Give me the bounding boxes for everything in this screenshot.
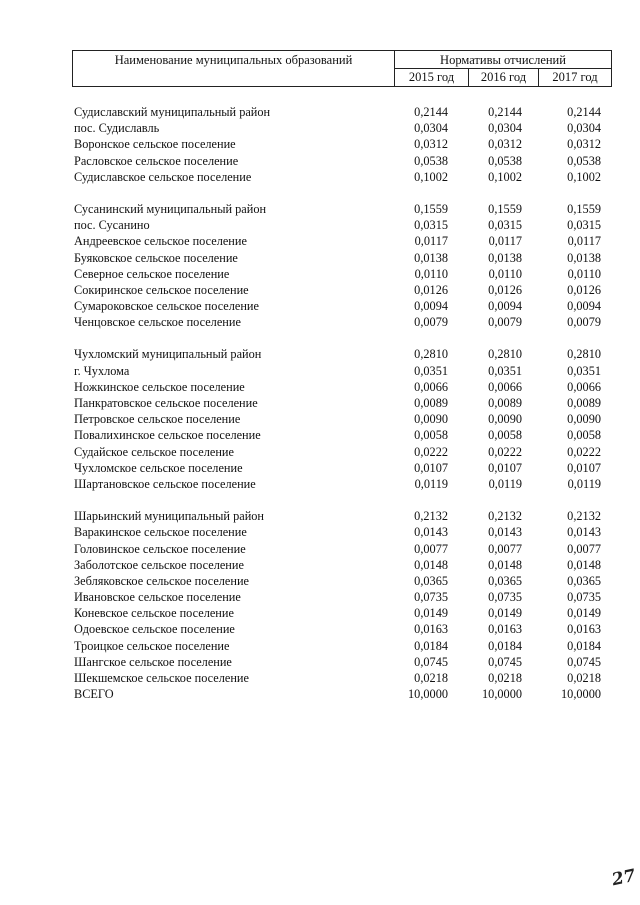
table-row [0,104,640,120]
table-header [72,50,612,87]
norm-value-2017: 0,0107 [567,460,601,475]
norm-value-2016: 0,0058 [488,428,522,443]
municipality-name: Панкратовское сельское поселение [74,396,258,410]
norm-value-2017: 0,1002 [567,169,601,184]
norm-value-2015: 0,0745 [414,654,448,669]
norm-value-2017: 0,0351 [567,363,601,378]
municipality-name: Коневское сельское поселение [74,606,234,621]
table-row [0,524,640,540]
table-row [0,250,640,266]
norm-value-2017: 0,0365 [567,573,601,588]
row-group [0,346,640,492]
norm-value-2016: 0,0066 [488,379,522,394]
norm-value-2016: 0,0315 [488,218,522,233]
row-group [0,104,640,185]
municipality-name: Судиславское сельское поселение [74,169,252,184]
table-row [0,153,640,169]
norm-value-2015: 0,0312 [414,137,448,152]
municipality-name: Повалихинское сельское поселение [74,428,261,443]
table-row [0,201,640,217]
municipality-name: Троицкое сельское поселение [74,638,230,653]
municipality-name: Ченцовское сельское поселение [74,315,241,330]
norm-value-2016: 0,0126 [488,282,522,297]
norm-value-2017: 0,0184 [567,638,601,653]
norm-value-2016: 0,0351 [488,363,522,378]
norm-value-2017: 0,0148 [567,557,601,572]
norm-value-2016: 0,0148 [488,557,522,572]
norm-value-2016: 0,0119 [488,476,522,491]
table-row [0,282,640,298]
column-header-norms: Нормативы отчислений [395,51,611,69]
municipality-name: Одоевское сельское поселение [74,622,235,637]
norm-value-2016: 0,0218 [488,671,522,685]
norm-value-2015: 0,0090 [414,412,448,427]
page-number: 27 [610,865,638,891]
norm-value-2016: 0,0090 [488,412,522,427]
table-row [0,589,640,605]
norm-value-2015: 0,0094 [414,299,448,314]
row-group [0,201,640,331]
norm-value-2016: 0,0107 [488,460,522,475]
municipality-name: пос. Сусанино [74,218,150,233]
norm-value-2015: 0,0058 [414,428,448,443]
norm-value-2017: 0,0312 [567,137,601,152]
norm-value-2015: 0,0304 [414,121,448,136]
table-row [0,346,640,362]
norm-value-2017: 0,0538 [567,153,601,168]
norm-value-2015: 0,0149 [414,606,448,621]
table-row [0,573,640,589]
table-row [0,169,640,185]
norm-value-2017: 0,0094 [567,299,601,314]
table-row [0,605,640,621]
norm-value-2015: 0,0538 [414,153,448,168]
norm-value-2015: 0,1002 [414,169,448,184]
norm-value-2016: 0,0110 [488,266,522,281]
norm-value-2015: 10,0000 [408,687,448,702]
norm-value-2015: 0,2810 [414,347,448,362]
table-row [0,427,640,443]
norm-value-2015: 0,0222 [414,444,448,459]
municipality-name: Чухломский муниципальный район [74,347,262,362]
table-row [0,266,640,282]
norm-value-2015: 0,0365 [414,573,448,588]
municipality-name: Расловское сельское поселение [74,153,239,168]
norm-value-2016: 0,0117 [488,234,522,249]
table-row [0,541,640,557]
municipality-name: Северное сельское поселение [74,266,230,281]
norm-value-2015: 0,0077 [414,541,448,556]
norm-value-2017: 0,2132 [567,509,601,524]
table-row [0,120,640,136]
norm-value-2016: 0,0089 [488,396,522,410]
norm-value-2016: 0,0149 [488,606,522,621]
norm-value-2015: 0,0351 [414,363,448,378]
table-row [0,411,640,427]
norm-value-2017: 0,2144 [567,105,601,119]
norm-value-2017: 0,2810 [567,347,601,362]
norm-value-2015: 0,2144 [414,105,448,119]
column-header-year-2015: 2015 год [395,69,469,86]
norm-value-2016: 0,0077 [488,541,522,556]
norm-value-2017: 0,0143 [567,525,601,540]
table-row [0,314,640,330]
norm-value-2016: 0,0143 [488,525,522,540]
norm-value-2016: 0,2144 [488,105,522,119]
norm-value-2017: 0,0222 [567,444,601,459]
norm-value-2017: 0,0066 [567,379,601,394]
norm-value-2015: 0,0079 [414,315,448,330]
municipality-name: Заболотское сельское поселение [74,557,244,572]
municipality-name: Петровское сельское поселение [74,412,241,427]
norm-value-2017: 0,0117 [567,234,601,249]
norm-value-2016: 0,0138 [488,250,522,265]
norm-value-2016: 0,0745 [488,654,522,669]
municipality-name: Шангское сельское поселение [74,654,232,669]
norm-value-2015: 0,0110 [414,266,448,281]
norm-value-2015: 0,0315 [414,218,448,233]
table-row [0,444,640,460]
column-header-year-2016: 2016 год [469,69,539,86]
norm-value-2017: 0,0745 [567,654,601,669]
municipality-name: г. Чухлома [74,363,130,378]
norm-value-2015: 0,0163 [414,622,448,637]
norm-value-2017: 0,1559 [567,201,601,216]
norm-value-2015: 0,0148 [414,557,448,572]
table-row [0,363,640,379]
municipality-name: пос. Судиславль [74,121,160,136]
norm-value-2016: 0,0184 [488,638,522,653]
norm-value-2016: 0,0079 [488,315,522,330]
table-row [0,557,640,573]
norm-value-2017: 0,0126 [567,282,601,297]
norm-value-2017: 0,0110 [567,266,601,281]
norm-value-2016: 0,0538 [488,153,522,168]
norm-value-2016: 0,1559 [488,201,522,216]
norm-value-2016: 0,0365 [488,573,522,588]
municipality-name: Головинское сельское поселение [74,541,246,556]
column-header-name: Наименование муниципальных образований [73,51,395,86]
municipality-name: Шарьинский муниципальный район [74,509,265,524]
norm-value-2015: 0,1559 [414,201,448,216]
norm-value-2016: 0,2132 [488,509,522,524]
norm-value-2017: 0,0058 [567,428,601,443]
norm-value-2017: 0,0218 [567,671,601,685]
norm-value-2016: 0,2810 [488,347,522,362]
table-row [0,621,640,637]
municipality-name: Ивановское сельское поселение [74,590,241,605]
municipality-name: Сокиринское сельское поселение [74,282,249,297]
municipality-name: Чухломское сельское поселение [74,460,243,475]
norm-value-2017: 0,0315 [567,218,601,233]
norm-value-2017: 0,0079 [567,315,601,330]
table-row [0,233,640,249]
municipality-name: Зебляковское сельское поселение [74,573,249,588]
norm-value-2015: 0,0218 [414,671,448,685]
table-row [0,638,640,654]
norm-value-2017: 0,0077 [567,541,601,556]
municipality-name: Воронское сельское поселение [74,137,236,152]
table-row [0,379,640,395]
norm-value-2016: 0,1002 [488,169,522,184]
table-row [0,395,640,411]
municipality-name: Судиславский муниципальный район [74,105,271,119]
table-row [0,298,640,314]
table-row [0,136,640,152]
norm-value-2015: 0,0138 [414,250,448,265]
norm-value-2016: 0,0163 [488,622,522,637]
row-group [0,508,640,702]
norm-value-2016: 10,0000 [482,687,522,702]
table-row [0,670,640,686]
table-row [0,508,640,524]
norm-value-2015: 0,0066 [414,379,448,394]
norm-value-2015: 0,0107 [414,460,448,475]
norm-value-2015: 0,0143 [414,525,448,540]
municipality-name: Сусанинский муниципальный район [74,201,267,216]
norm-value-2015: 0,0126 [414,282,448,297]
norm-value-2017: 0,0090 [567,412,601,427]
norm-value-2017: 0,0163 [567,622,601,637]
table-row [0,217,640,233]
norm-value-2015: 0,0184 [414,638,448,653]
municipality-name: Сумароковское сельское поселение [74,299,259,314]
norm-value-2015: 0,0735 [414,590,448,605]
municipality-name: Судайское сельское поселение [74,444,234,459]
norm-value-2016: 0,0094 [488,299,522,314]
norm-value-2016: 0,0222 [488,444,522,459]
norm-value-2016: 0,0735 [488,590,522,605]
table-row [0,476,640,492]
municipality-name: Ножкинское сельское поселение [74,379,245,394]
norm-value-2016: 0,0312 [488,137,522,152]
table-row [0,686,640,702]
norm-value-2017: 0,0138 [567,250,601,265]
table-row [0,654,640,670]
municipality-name: Буяковское сельское поселение [74,250,238,265]
table-body [0,104,640,718]
table-row [0,460,640,476]
norm-value-2017: 0,0089 [567,396,601,410]
norm-value-2017: 10,0000 [561,687,601,702]
norm-value-2017: 0,0149 [567,606,601,621]
norm-value-2017: 0,0304 [567,121,601,136]
norm-value-2016: 0,0304 [488,121,522,136]
norm-value-2015: 0,2132 [414,509,448,524]
municipality-name: ВСЕГО [74,687,114,702]
norm-value-2017: 0,0119 [567,476,601,491]
municipality-name: Шартановское сельское поселение [74,476,256,491]
column-header-year-2017: 2017 год [552,70,598,84]
municipality-name: Андреевское сельское поселение [74,234,247,249]
norm-value-2015: 0,0119 [414,476,448,491]
norm-value-2015: 0,0117 [414,234,448,249]
municipality-name: Варакинское сельское поселение [74,525,247,540]
norm-value-2015: 0,0089 [414,396,448,410]
norm-value-2017: 0,0735 [567,590,601,605]
municipality-name: Шекшемское сельское поселение [74,671,249,685]
